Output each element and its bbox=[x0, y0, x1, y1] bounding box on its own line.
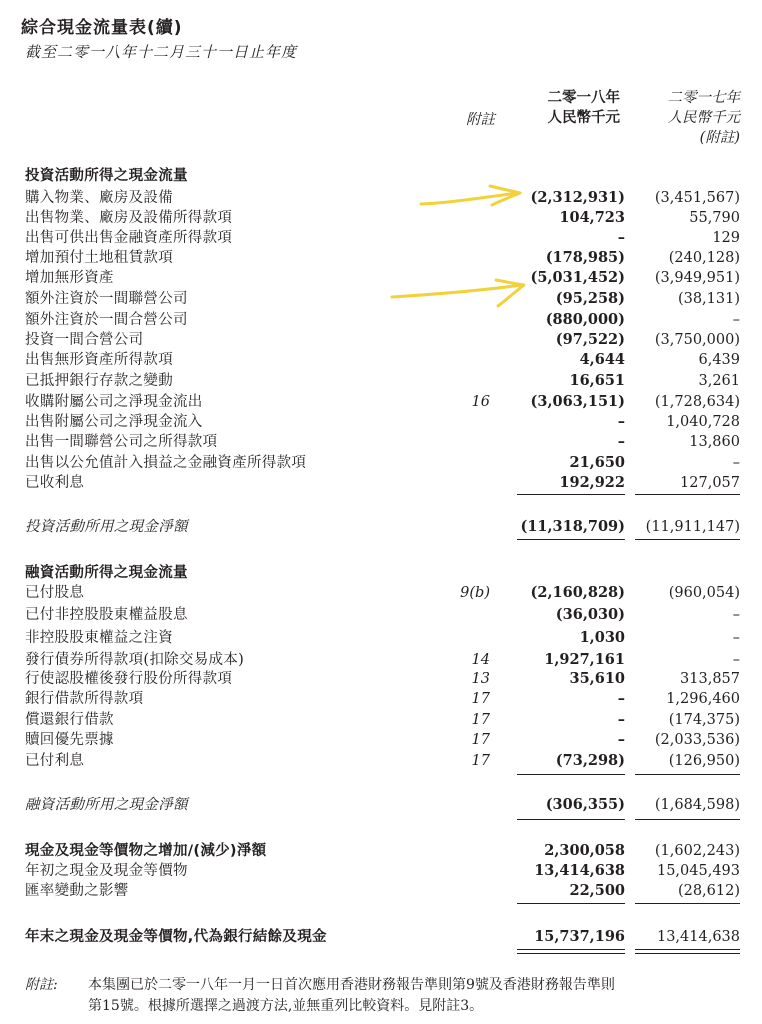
subtotal-row-investing: 投資活動所用之現金淨額 (11,318,709) (11,911,147) bbox=[25, 518, 740, 535]
table-row: 出售一間聯營公司之所得款項 – 13,860 bbox=[25, 433, 740, 450]
summary-row: 現金及現金等價物之增加/(減少)淨額 2,300,058 (1,602,243) bbox=[25, 842, 740, 859]
table-row: 償還銀行借款 17 – (174,375) bbox=[25, 711, 740, 728]
subtotal-rule-2018 bbox=[517, 903, 625, 904]
footnote-text: 本集團已於二零一八年一月一日首次應用香港財務報告準則第9號及香港財務報告準則 第15號。根據所選擇之過渡方法,並無重列比較資料。見附註3。 bbox=[88, 977, 615, 1014]
section-heading-financing: 融資活動所得之現金流量 bbox=[25, 565, 188, 581]
table-row: 額外注資於一間聯營公司 (95,258) (38,131) bbox=[25, 290, 740, 307]
grand-total-row: 年末之現金及現金等價物,代為銀行結餘及現金 15,737,196 13,414,638 bbox=[25, 928, 740, 945]
subtotal-rule-2018 bbox=[517, 774, 625, 775]
subtotal-row-financing: 融資活動所用之現金淨額 (306,355) (1,684,598) bbox=[25, 796, 740, 813]
subtotal-rule-2017 bbox=[635, 494, 740, 495]
table-row: 購入物業、廠房及設備 (2,312,931) (3,451,567) bbox=[25, 189, 740, 206]
table-row: 出售可供出售金融資產所得款項 – 129 bbox=[25, 229, 740, 246]
page-subtitle: 截至二零一八年十二月三十一日止年度 bbox=[25, 43, 298, 61]
total-rule-2017 bbox=[635, 539, 740, 540]
column-header-note: 附註 bbox=[466, 112, 495, 128]
total-rule-2018 bbox=[517, 539, 625, 540]
page-title: 綜合現金流量表(續) bbox=[21, 18, 183, 38]
table-row: 增加無形資產 (5,031,452) (3,949,951) bbox=[25, 269, 740, 286]
table-row: 收購附屬公司之淨現金流出 16 (3,063,151) (1,728,634) bbox=[25, 393, 740, 410]
table-row: 已付非控股股東權益股息 (36,030) – bbox=[25, 606, 740, 623]
double-rule-2018 bbox=[517, 949, 625, 954]
table-row: 已付股息 9(b) (2,160,828) (960,054) bbox=[25, 584, 740, 601]
table-row: 贖回優先票據 17 – (2,033,536) bbox=[25, 731, 740, 748]
section-heading-investing: 投資活動所得之現金流量 bbox=[25, 168, 188, 184]
table-row: 行使認股權後發行股份所得款項 13 35,610 313,857 bbox=[25, 670, 740, 687]
table-row: 已抵押銀行存款之變動 16,651 3,261 bbox=[25, 372, 740, 389]
subtotal-rule-2017 bbox=[635, 774, 740, 775]
double-rule-2017 bbox=[635, 949, 740, 954]
column-header-2017: 二零一七年 人民幣千元 (附註) bbox=[667, 90, 740, 146]
total-rule-2017 bbox=[635, 819, 740, 820]
table-row: 發行債券所得款項(扣除交易成本) 14 1,927,161 – bbox=[25, 651, 740, 668]
table-row: 出售無形資產所得款項 4,644 6,439 bbox=[25, 351, 740, 368]
table-row: 額外注資於一間合營公司 (880,000) – bbox=[25, 311, 740, 328]
column-header-2018: 二零一八年 人民幣千元 bbox=[547, 89, 620, 126]
table-row: 已收利息 192,922 127,057 bbox=[25, 474, 740, 491]
subtotal-rule-2017 bbox=[635, 903, 740, 904]
table-row: 出售物業、廠房及設備所得款項 104,723 55,790 bbox=[25, 209, 740, 226]
table-row: 已付利息 17 (73,298) (126,950) bbox=[25, 752, 740, 769]
subtotal-rule-2018 bbox=[517, 494, 625, 495]
table-row: 投資一間合營公司 (97,522) (3,750,000) bbox=[25, 331, 740, 348]
summary-row: 年初之現金及現金等價物 13,414,638 15,045,493 bbox=[25, 862, 740, 879]
summary-row: 匯率變動之影響 22,500 (28,612) bbox=[25, 882, 740, 899]
footnote-tag: 附註: bbox=[25, 977, 58, 993]
table-row: 出售以公允值計入損益之金融資產所得款項 21,650 – bbox=[25, 454, 740, 471]
total-rule-2018 bbox=[517, 819, 625, 820]
table-row: 出售附屬公司之淨現金流入 – 1,040,728 bbox=[25, 413, 740, 430]
table-row: 增加預付土地租賃款項 (178,985) (240,128) bbox=[25, 249, 740, 266]
table-row: 銀行借款所得款項 17 – 1,296,460 bbox=[25, 690, 740, 707]
table-row: 非控股股東權益之注資 1,030 – bbox=[25, 629, 740, 646]
